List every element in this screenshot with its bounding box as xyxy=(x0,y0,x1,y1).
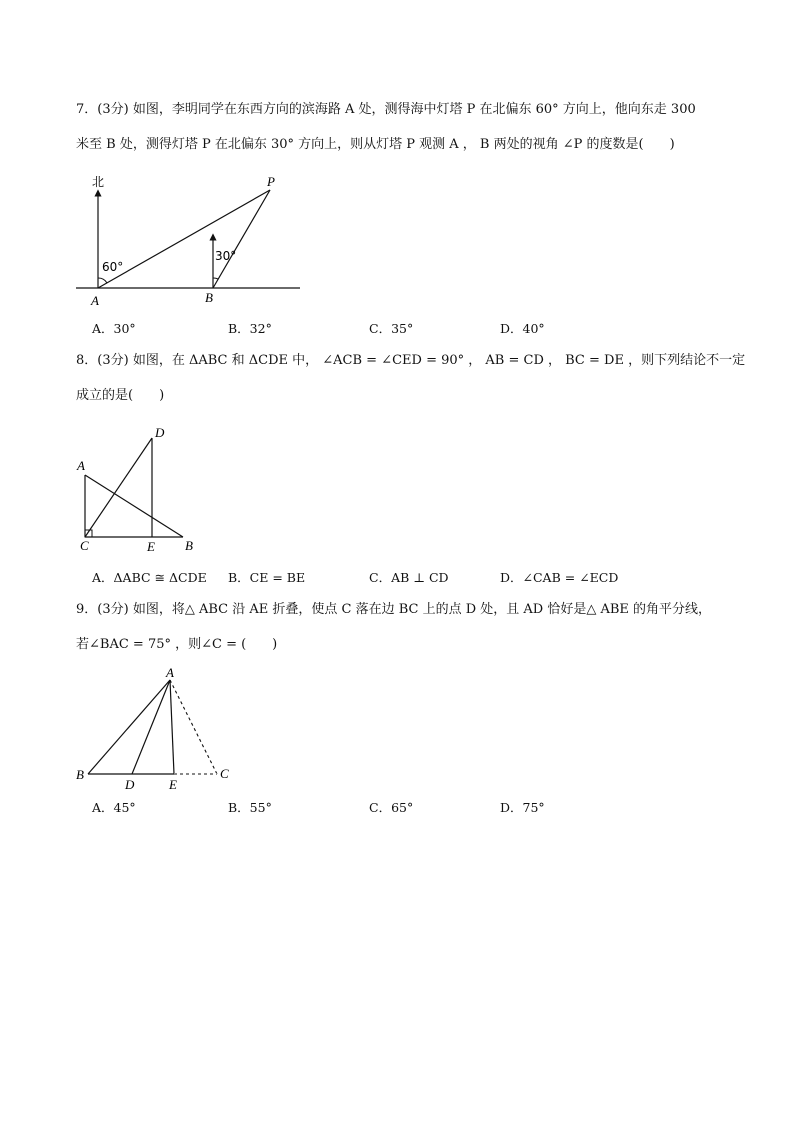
point-b-label: B xyxy=(185,538,193,553)
question-8-figure xyxy=(70,420,210,558)
north-label: 北 xyxy=(92,175,105,189)
point-d-label: D xyxy=(125,777,135,792)
point-p-label: P xyxy=(267,174,275,189)
q9-option-a[interactable]: A．45° xyxy=(92,800,136,815)
point-b-label: B xyxy=(205,290,213,305)
angle-60-label: 60° xyxy=(102,260,124,274)
point-d-label: D xyxy=(155,425,165,440)
q9-option-c[interactable]: C．65° xyxy=(369,800,414,815)
question-7-line-2: 米至 B 处，测得灯塔 P 在北偏东 30° 方向上，则从灯塔 P 观测 A ， B 两处的视角 ∠P 的度数是( ) xyxy=(76,137,675,152)
q9-option-d[interactable]: D．75° xyxy=(500,800,545,815)
q8-option-a[interactable]: A．ΔABC ≅ ΔCDE xyxy=(92,570,207,585)
point-a-label: A xyxy=(166,665,174,680)
question-8-line-2: 成立的是( ) xyxy=(76,388,165,403)
q8-option-b[interactable]: B．CE = BE xyxy=(228,570,306,585)
question-7-line-1: 7．(3分) 如图，李明同学在东西方向的滨海路 A 处，测得海中灯塔 P 在北偏东 60° 方向上，他向东走 300 xyxy=(76,102,696,117)
point-e-label: E xyxy=(169,777,177,792)
question-7-figure xyxy=(70,165,310,310)
q7-option-a[interactable]: A．30° xyxy=(92,321,136,336)
q8-option-c[interactable]: C．AB ⊥ CD xyxy=(369,570,449,585)
q7-option-d[interactable]: D．40° xyxy=(500,321,545,336)
question-9-figure xyxy=(70,663,240,795)
point-e-label: E xyxy=(147,539,155,554)
question-9-line-1: 9．(3分) 如图，将△ ABC 沿 AE 折叠，使点 C 落在边 BC 上的点 D 处，且 AD 恰好是△ ABE 的角平分线， xyxy=(76,602,712,617)
q8-option-d[interactable]: D．∠CAB = ∠ECD xyxy=(500,570,619,585)
question-9-line-2: 若∠BAC = 75° ，则∠C = ( ) xyxy=(76,637,278,652)
angle-30-label: 30° xyxy=(215,249,237,263)
point-c-label: C xyxy=(80,538,89,553)
point-a-label: A xyxy=(77,458,85,473)
point-b-label: B xyxy=(76,767,84,782)
question-8-line-1: 8．(3分) 如图，在 ΔABC 和 ΔCDE 中， ∠ACB = ∠CED = 90° ， AB = CD ， BC = DE ，则下列结论不一定 xyxy=(76,353,746,368)
point-a-label: A xyxy=(91,293,99,308)
point-c-label: C xyxy=(220,766,229,781)
q7-option-c[interactable]: C．35° xyxy=(369,321,414,336)
q7-option-b[interactable]: B．32° xyxy=(228,321,272,336)
q9-option-b[interactable]: B．55° xyxy=(228,800,272,815)
